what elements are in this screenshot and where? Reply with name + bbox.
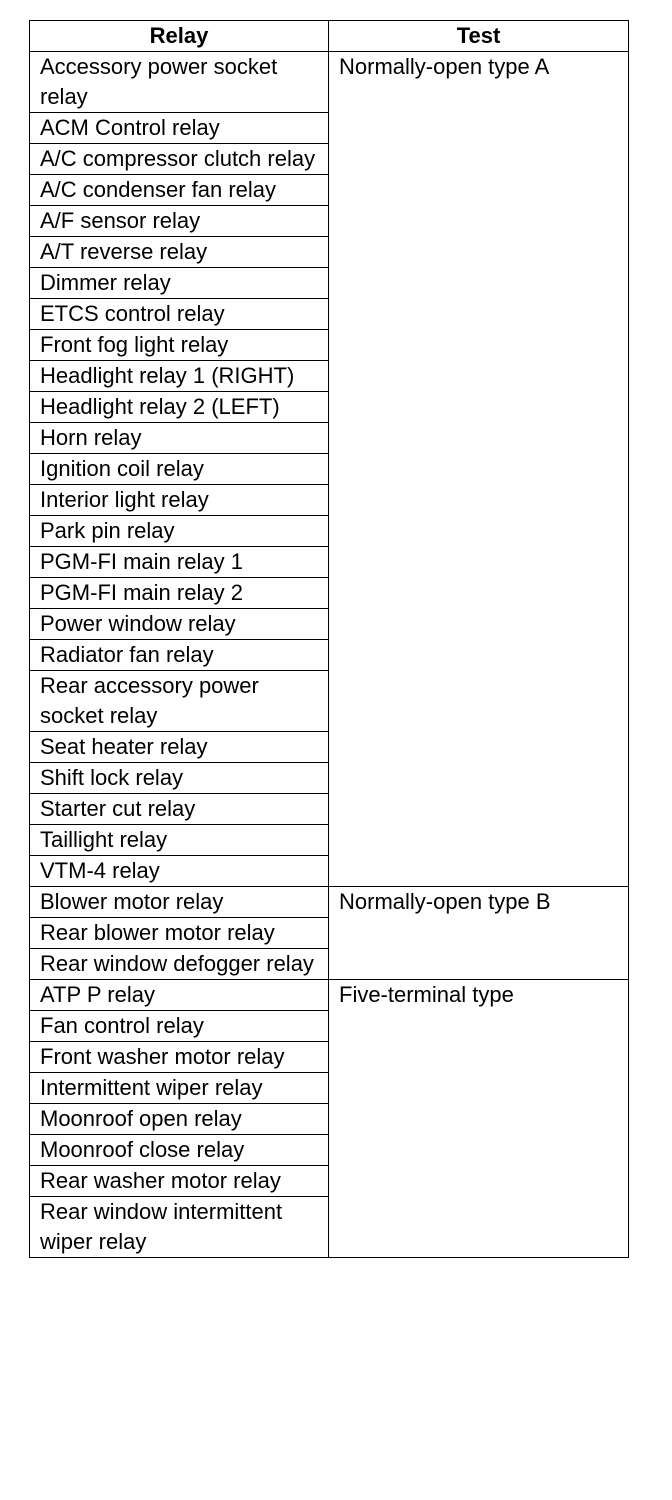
relay-cell: Front washer motor relay (30, 1042, 329, 1073)
test-column-header: Test (329, 21, 629, 52)
table-row (30, 980, 629, 1011)
relay-cell: Seat heater relay (30, 732, 329, 763)
test-type-cell: Normally-open type B (329, 887, 629, 980)
relay-cell: Rear blower motor relay (30, 918, 329, 949)
relay-cell: Ignition coil relay (30, 454, 329, 485)
relay-cell: Rear window intermittent wiper relay (30, 1197, 329, 1258)
relay-cell: Rear window defogger relay (30, 949, 329, 980)
relay-cell: Power window relay (30, 609, 329, 640)
relay-cell: A/T reverse relay (30, 237, 329, 268)
relay-cell: ETCS control relay (30, 299, 329, 330)
relay-cell: A/C compressor clutch relay (30, 144, 329, 175)
relay-cell: Intermittent wiper relay (30, 1073, 329, 1104)
relay-cell: Horn relay (30, 423, 329, 454)
relay-test-table (29, 20, 629, 1258)
relay-cell: Interior light relay (30, 485, 329, 516)
relay-cell: ACM Control relay (30, 113, 329, 144)
relay-cell: Headlight relay 1 (RIGHT) (30, 361, 329, 392)
relay-cell: PGM-FI main relay 1 (30, 547, 329, 578)
relay-cell: Front fog light relay (30, 330, 329, 361)
relay-cell: Fan control relay (30, 1011, 329, 1042)
relay-cell: A/F sensor relay (30, 206, 329, 237)
relay-cell: A/C condenser fan relay (30, 175, 329, 206)
relay-cell: Park pin relay (30, 516, 329, 547)
test-type-cell: Five-terminal type (329, 980, 629, 1258)
relay-cell: Moonroof open relay (30, 1104, 329, 1135)
relay-cell: Starter cut relay (30, 794, 329, 825)
header-row (30, 21, 629, 52)
relay-cell: Rear washer motor relay (30, 1166, 329, 1197)
table-body (30, 52, 629, 1258)
relay-cell: Rear accessory power socket relay (30, 671, 329, 732)
relay-cell: Taillight relay (30, 825, 329, 856)
relay-cell: Moonroof close relay (30, 1135, 329, 1166)
table-row (30, 52, 629, 113)
test-type-cell: Normally-open type A (329, 52, 629, 887)
relay-column-header: Relay (30, 21, 329, 52)
relay-cell: ATP P relay (30, 980, 329, 1011)
relay-cell: Blower motor relay (30, 887, 329, 918)
relay-cell: Shift lock relay (30, 763, 329, 794)
relay-cell: VTM-4 relay (30, 856, 329, 887)
relay-cell: Accessory power socket relay (30, 52, 329, 113)
relay-cell: Headlight relay 2 (LEFT) (30, 392, 329, 423)
relay-cell: PGM-FI main relay 2 (30, 578, 329, 609)
relay-cell: Dimmer relay (30, 268, 329, 299)
table-row (30, 887, 629, 918)
relay-cell: Radiator fan relay (30, 640, 329, 671)
